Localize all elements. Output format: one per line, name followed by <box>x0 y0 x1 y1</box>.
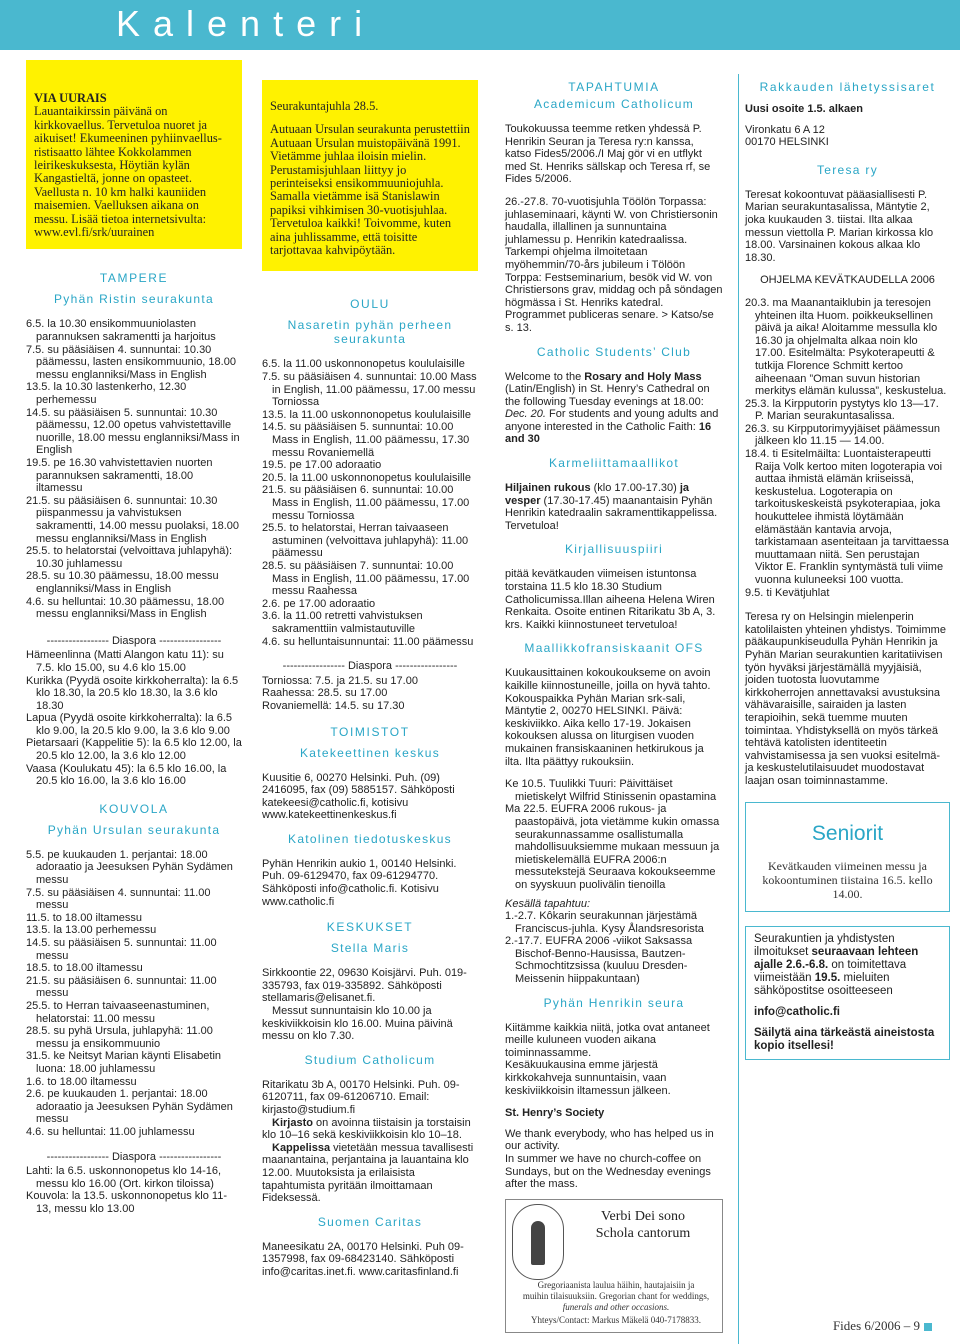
list-item: 1.6. to 18.00 iltamessu <box>26 1075 137 1088</box>
cathstud-text-b: (Latin/English) in St. Henry’s Cathedral on the following Tuesday evenings at 18.00: <box>505 383 710 408</box>
caritas-body: Maneesikatu 2A, 00170 Helsinki. Puh 09-1357998, fax 09-68423140. Sähköposti info@caritas.inet.fi. www.caritasfinland.fi <box>262 1240 464 1278</box>
karmeli-subheading: Karmeliittamaallikot <box>548 456 680 471</box>
list-item: 13.5. la 10.30 lastenkerho, 12.30 perhemessu <box>26 381 187 407</box>
vds-desc-line-1: Gregoriaanista laulua häihin, hautajaisiin ja <box>537 1279 695 1290</box>
teresa-ry-description: Teresa ry on Helsingin mielenperin katolilaisten yhteinen yhdistys. Toimimme pääkaupunkiseudulla Pyhän Henrikin ja Pyhän Marian seurakuntien karitatiivisen työn hyväksi järjestämällä myyjäisiä, joiden tuotosta luovutamme kirkkoherrojen annettavaksi avustuksina vähävaraisille, sairaiden ja lasten terapioihin, sekä tuemme muuten toimintaa. Yhdistyksellä on myös tärkeä tehtävä katolisten identiteetin vahvistamisessa ja sen vuoksi esitelmä- ja keskustelutilaisuudet muodostavat laajan osan toiminnastamme. <box>745 611 946 787</box>
seurakuntajuhla-body: Autuaan Ursulan seurakunta perustettiin Autuaan Ursulan muistopäivänä 1991. Vietämme juhlaa iloisin mielin. Perustamisjuhlaan liittyy jo perinteiseksi ensikommuuniojuhla. Samalla vietämme isä Stanislawin papiksi vihkimisen 30-vuotisjuhlaa. Tervetuloa kaikki! Toivomme, kuten aina juhlissamme, että toisitte tarjottavaa kahvipöytään. <box>270 122 470 258</box>
list-item: 7.5. su pääsiäisen 4. sunnuntai: 11.00 messu <box>26 886 211 912</box>
oulu-events <box>262 358 478 648</box>
notice-text-c: mieluiten sähköpostitse osoitteeseen <box>754 971 893 997</box>
list-item: 2.6. pe kuukauden 1. perjantai: 18.00 adoraatio ja Jeesuksen Pyhän Sydämen messu <box>26 1088 233 1126</box>
list-item: Lapua (Pyydä osoite kirkkoherralta): la 6.5 klo 9.00, la 20.5 klo 9.00, la 3.6 klo 9.00 <box>26 712 233 737</box>
vds-title-line-2: Schola cantorum <box>595 1225 691 1241</box>
ofs-events <box>505 778 723 891</box>
list-item: 7.5. su pääsiäisen 4. sunnuntai: 10.30 päämessu, lasten ensikommuunio, 18.00 messu englanniksi/Mass in English <box>26 343 236 381</box>
teresa-ry-body: Teresat kokoontuvat pääasiallisesti P. Marian seurakuntasalissa, Mäntytie 2, joka kuukauden 3. tiistai. Ilta alkaa messun viettolla P. Marian kirkossa klo 18.00. Varsinainen kokous alkaa klo 18.30. <box>745 188 934 264</box>
column-2 <box>262 80 478 1279</box>
ofs-subheading: Maallikkofransiskaanit OFS <box>524 641 704 656</box>
teresa-ry-subheading: Teresa ry <box>816 162 879 177</box>
diaspora-list-2 <box>26 1165 242 1215</box>
henrikin-seura-body: Kiitämme kaikkia niitä, jotka ovat antaneet meille kuluneen vuoden aikana toiminnassamme. <box>505 1021 710 1059</box>
column-1 <box>26 60 242 1215</box>
vds-desc-line-3: funerals and other occasions. <box>562 1301 670 1312</box>
list-item: 25.3. la Kirpputorin pystytys klo 13—17. P. Marian seurakuntasalissa. <box>745 397 939 423</box>
list-item: 14.5. su pääsiäisen 5. sunnuntai: 10.00 Mass in English, 11.00 päämessu, 17.30 messu Rovaniemellä <box>262 421 470 459</box>
vds-contact: Yhteys/Contact: Markus Mäkelä 040-7178833. <box>531 1314 701 1325</box>
list-item: 4.6. su helluntaisunnuntai: 11.00 päämessu <box>262 635 474 648</box>
tapahtumia-heading: TAPAHTUMIA <box>568 80 660 94</box>
kesalla-label: Kesällä tapahtuu: <box>505 897 591 910</box>
seal-logo-icon <box>512 1204 564 1280</box>
new-address-label: Uusi osoite 1.5. alkaen <box>745 103 863 115</box>
katekeettinen-body: Kuusitie 6, 00270 Helsinki. Puh. (09) 2416095, fax (09) 5885157. Sähköposti katekeesi@catholic.fi, kotisivu www.katekeettinenkeskus.fi <box>262 771 455 822</box>
list-item: 14.5. su pääsiäisen 5. sunnuntai: 10.30 päämessu, 12.00 opetus vahvistettaville nuorille, 18.00 messu englanniksi/Mass in English <box>26 406 240 457</box>
list-item: 28.5. su pääsiäisen 7. sunnuntai: 10.00 Mass in English, 11.00 päämessu, 17.00 messu Raahessa <box>262 559 470 598</box>
verbi-dei-sono-ad <box>505 1199 723 1333</box>
caritas-subheading: Suomen Caritas <box>317 1214 423 1229</box>
list-item: 5.5. pe kuukauden 1. perjantai: 18.00 adoraatio ja Jeesuksen Pyhän Sydämen messu <box>26 848 233 887</box>
list-item: 6.5. la 10.30 ensikommuuniolasten parannuksen sakramentti ja harjoitus <box>26 318 216 344</box>
notice-text-a: Seurakuntien ja yhdistysten ilmoitukset <box>754 932 895 958</box>
list-item: 25.5. to Herran taivaaseenastuminen, helatorstai: 11.00 messu <box>26 999 210 1025</box>
vds-description <box>512 1280 720 1313</box>
list-item: Raahessa: 28.5. su 17.00 <box>262 687 388 700</box>
list-item: 1.-2.7. Kôkarin seurakunnan järjestämä Franciscus-juhla. Kysy Ålandsresorista <box>505 910 704 935</box>
studium-body: Ritarikatu 3b A, 00170 Helsinki. Puh. 09-6120711, fax 09-61206710. Email: kirjasto@studium.fi <box>262 1078 460 1116</box>
cathstud-date: Dec. 20. <box>505 408 546 421</box>
tampere-subheading: Pyhän Ristin seurakunta <box>54 292 214 307</box>
notice-warning: Säilytä aina tärkeästä aineistosta kopio itsellesi! <box>754 1026 935 1052</box>
st-henrys-society-label: St. Henry’s Society <box>505 1107 605 1120</box>
list-item: 2.6. pe 17.00 adoraatio <box>262 597 376 610</box>
list-item: 21.5. su pääsiäisen 6. sunnuntai: 10.00 Mass in English, 11.00 päämessu, 17.00 messu Torniossa <box>262 484 470 522</box>
page-header <box>0 0 960 50</box>
kesalla-events <box>505 910 723 986</box>
list-item: 26.3. su Kirpputorimyyjäiset päämessun jälkeen klo 11.15 — 14.00. <box>745 422 941 448</box>
list-item: Pietarsaari (Kappelitie 5): la 6.5 klo 12.00, la 20.5 klo 12.00, la 3.6 klo 12.00 <box>26 737 242 763</box>
list-item: 21.5. su pääsiäisen 6. sunnuntai: 10.30 piispanmessu ja vahvistuksen sakramentti, 14.00 messu puolaksi, 18.00 messu englanniksi/Mass in English <box>26 494 240 545</box>
list-item: Torniossa: 7.5. ja 21.5. su 17.00 <box>262 674 418 687</box>
studium-library <box>262 1117 478 1142</box>
list-item: 13.5. la 11.00 uskonnonopetus koululaisille <box>262 408 471 421</box>
academicum-subheading: Academicum Catholicum <box>533 97 694 111</box>
list-item: 28.5. su pyhä Ursula, juhlapyhä: 11.00 messu ja ensikommuunio <box>26 1025 213 1050</box>
st-henrys-body-2: In summer we have no church-coffee on Sundays, but on the Wednesday evenings after the mass. <box>505 1153 711 1191</box>
diaspora-divider: ----------------- Diaspora ----------------- <box>46 634 222 647</box>
list-item: Ma 22.5. EUFRA 2006 rukous- ja paastopäivä, jota vietämme kukin omassa seurakunnassamme osallistumalla mahdollisuuksiemme mukaan messuun ja mietiskelemällä EUFRA 2006:n messutekstejä Seuraava kokoukseemme on syyskuun puolivälin tienoilla <box>505 803 720 891</box>
henrikin-seura-subheading: Pyhän Henrikin seura <box>543 995 685 1010</box>
diaspora-list-3 <box>262 675 478 713</box>
studium-subheading: Studium Catholicum <box>304 1052 436 1067</box>
column-4 <box>745 80 950 1060</box>
vds-desc-line-2: muihin tilaisuuksiin. Gregorian chant for weddings, <box>522 1290 710 1301</box>
seniorit-body: Kevätkauden viimeinen messu ja kokoontuminen tiistaina 16.5. kello 14.00. <box>762 858 933 901</box>
studium-chapel-label: Kappelissa <box>272 1141 331 1154</box>
list-item: 6.5. la 11.00 uskonnonopetus koululaisille <box>262 358 465 371</box>
diaspora-list <box>26 649 242 788</box>
seurakuntajuhla-box <box>262 80 478 271</box>
list-item: 2.-17.7. EUFRA 2006 -viikot Saksassa Bischof-Benno-Hausissa, Bautzen-Schmochtitzsissa (kuuluu Dresden-Meissenin hiippakuntaan) <box>505 935 693 986</box>
studium-library-label: Kirjasto <box>272 1116 313 1129</box>
teresa-events <box>745 297 950 599</box>
page-footer <box>833 1320 932 1333</box>
list-item: 7.5. su pääsiäisen 4. sunnuntai: 10.00 Mass in English, 11.00 päämessu, 17.00 messu Torniossa <box>262 371 477 409</box>
studium-library-text: on avoinna tiistaisin ja torstaisin klo 10–16 sekä keskiviikkoisin klo 10–18. <box>262 1116 471 1142</box>
diaspora-divider-2: ----------------- Diaspora ----------------- <box>46 1150 222 1163</box>
address-line-1: Vironkatu 6 A 12 <box>745 123 825 136</box>
notice-bold-1: seuraavaan lehteen ajalle 2.6.-6.8. <box>754 945 919 971</box>
ohjelma-heading: OHJELMA KEVÄTKAUDELLA 2006 <box>760 274 935 287</box>
list-item: 11.5. to 18.00 iltamessu <box>26 911 142 924</box>
tiedotus-subheading: Katolinen tiedotuskeskus <box>288 831 452 846</box>
list-item: 9.5. ti Kevätjuhlat <box>745 586 830 599</box>
keskukset-heading: KESKUKSET <box>326 920 414 935</box>
saint-figure-icon <box>531 1221 545 1265</box>
seniorit-title: Seniorit <box>811 821 884 845</box>
tampere-events <box>26 318 242 620</box>
katekeettinen-subheading: Katekeettinen keskus <box>299 745 441 760</box>
tampere-heading: TAMPERE <box>99 271 169 286</box>
notice-text <box>754 933 941 998</box>
catholic-students-subheading: Catholic Students’ Club <box>536 344 692 359</box>
list-item: Hämeenlinna (Matti Alangon katu 11): su 7.5. klo 15.00, su 4.6 klo 15.00 <box>26 649 224 674</box>
stella-maris-subheading: Stella Maris <box>330 941 410 956</box>
list-item: Kouvola: la 13.5. uskonnonopetus klo 11-13, messu klo 13.00 <box>26 1190 227 1215</box>
list-item: 14.5. su pääsiäisen 5. sunnuntai: 11.00 messu <box>26 937 217 962</box>
list-item: 13.5. la 13.00 perhemessu <box>26 924 157 937</box>
toimistot-heading: TOIMISTOT <box>330 724 410 739</box>
karmeli-text-a: (klo 17.00-17.30) <box>590 482 680 495</box>
list-item: Vaasa (Koulukatu 45): la 6.5 klo 16.00, la 20.5 klo 16.00, la 3.6 klo 16.00 <box>26 762 227 788</box>
list-item: 3.6. la 11.00 retretti vahvistuksen sakramenttiin valmistautuville <box>262 610 423 635</box>
list-item: 18.4. ti Esitelmäilta: Luontaisterapeutti Raija Volk kertoo miten logoterapia voi auttaa ihmistä elämän kriiseissä, keskustelua. Logoterapia on tarkoituskeskeistä psykoterapiaa, joka houkuttelee ihmistä löytämään elämästään kantavia arvoja, tarkistamaan asenteitaan ja tarvittaessa muuttamaan niitä. Sen perustajan Viktor E. Franklin syntymästä tuli viime vuonna kuluneeksi 100 vuotta. <box>745 448 949 586</box>
karmeli-text-b: (17.30-17.45) maanantaisin Pyhän Henrikin katedraalin sakramenttikappelissa. Tervetuloa! <box>505 494 718 532</box>
via-uurais-body: Lauantaikirssin päivänä on kirkkovaellus. Tervetuloa nuoret ja aikuiset! Ekumeeninen pyhiinvaellus-ristisaatto lähtee Kokkolammen leirikeskuksesta, Höytiän kylän Kangastieltä, jonne on opasteet. Vaellusta n. 10 km halki kauniiden maisemien. Vaelluksen aikana on messu. Lisää tietoa internetsivulta: www.evl.fi/srk/uurainen <box>34 104 222 240</box>
list-item: 21.5. su pääsiäisen 6. sunnuntai: 11.00 messu <box>26 974 217 1000</box>
via-uurais-title: VIA UURAIS <box>34 91 107 105</box>
rakkauden-heading: Rakkauden lähetyssisaret <box>759 80 936 94</box>
submission-notice <box>745 926 950 1060</box>
studium-chapel-text: vietetään messua tavallisesti maanantaina, perjantaina ja lauantaina klo 12.00. Muutoksista ja erilaisista tapahtumista pyritään ilmoittamaan Fideksessä. <box>262 1141 474 1205</box>
address-line-2: 00170 HELSINKI <box>745 136 829 149</box>
karmeli-bold-2: ja vesper <box>505 482 690 507</box>
cathstud-bold-2: 16 and 30 <box>505 420 712 446</box>
stella-maris-masses: Messut sunnuntaisin klo 10.00 ja keskiviikkoisin klo 16.00. Muina päivinä messu on klo 7.30. <box>262 1005 453 1043</box>
st-henrys-body: We thank everybody, who has helped us in our activity. <box>505 1127 714 1153</box>
notice-bold-2: 19.5. <box>814 971 841 984</box>
column-3 <box>505 80 723 1333</box>
ofs-body: Kuukausittainen kokoukoukseme on avoin kaikille kiinnostuneille, joilla on hyvä tahto. Kokouspaikka Pyhän Marian srk-sali, Mäntytie 2, 00270 HELSINKI. Päivä: keskiviikko. Aika kello 17-19. Jokaisen kokouksen alussa on liturgisen vuoden mukainen fransiskaaninen hetkirukous ja iltа. Ilta päättyy rukouksiin. <box>505 667 711 768</box>
henrikin-seura-body-2: Kesäkuukausina emme järjestä kirkkokahveja sunnuntaisin, vaan keskiviikkoisin iltamessun jälkeen. <box>505 1059 671 1097</box>
list-item: 20.5. la 11.00 uskonnonopetus koululaisille <box>262 471 471 484</box>
list-item: 19.5. pe 17.00 adoraatio <box>262 459 382 472</box>
seniorit-box <box>745 802 950 912</box>
list-item: 20.3. ma Maanantaiklubin ja teresojen yhteinen ilta Huom. poikkeuksellinen päivä ja aika! Aloitamme messulla klo 16.30 ja ohjelmalta alkaa noin klo 17.00. Esitelmälta: Psykoterapeutti & tutkija Florence Schmitt kertoo aiheenaan ”Oman suvun historian merkitys elämän kulussa”, keskustelua. <box>745 296 947 398</box>
seurakuntajuhla-title: Seurakuntajuhla 28.5. <box>270 99 379 113</box>
oulu-subheading: Nasaretin pyhän perheen seurakunta <box>287 318 453 347</box>
list-item: 25.5. to helatorstai (velvoittava juhlapyhä): 10.30 juhlamessu <box>26 545 233 570</box>
kouvola-events <box>26 849 242 1139</box>
list-item: Ke 10.5. Tuulikki Tuuri: Päivittäiset mietiskelyt Wilfrid Stinissenin opastamina <box>505 778 717 803</box>
studium-chapel <box>262 1142 478 1205</box>
catholic-students-body <box>505 371 723 447</box>
list-item: Lahti: la 6.5. uskonnonopetus klo 14-16, messu klo 16.00 (Ort. kirkon tiloissa) <box>26 1165 222 1190</box>
column-divider <box>738 74 739 1344</box>
list-item: 18.5. to 18.00 iltamessu <box>26 962 143 975</box>
list-item: 31.5. ke Neitsyt Marian käynti Elisabetin luona: 18.00 juhlamessu <box>26 1050 222 1075</box>
list-item: 4.6. su helluntai: 11.00 juhlamessu <box>26 1125 195 1138</box>
cathstud-text-c: For students and young adults and anyone interested in the Catholic Faith: <box>505 408 719 433</box>
list-item: Kurikka (Pyydä osoite kirkkoherralta): la 6.5 klo 18.30, la 20.5 klo 18.30, la 3.6 klo 18.30 <box>26 674 239 712</box>
cathstud-text-a: Welcome to the <box>505 370 585 383</box>
karmeli-body <box>505 482 723 532</box>
notice-email[interactable]: info@catholic.fi <box>754 1005 840 1018</box>
kirjallisuuspiiri-subheading: Kirjallisuuspiiri <box>564 542 664 557</box>
tiedotus-body: Pyhän Henrikin aukio 1, 00140 Helsinki. Puh. 09-6129470, fax 09-61294770. Sähköposti info@catholic.fi. Kotisivu www.catholic.fi <box>262 857 457 908</box>
square-icon <box>924 1323 932 1331</box>
academicum-jubilee: 26.-27.8. 70-vuotisjuhla Töölön Torpassa: juhlaseminaari, käynti W. von Christiersonin haudalla, illallinen ja sunnuntaina juhlamessu p. Henrikin katedraalissa. Tarkempi ohjelma ilmoitetaan myöhemmin/70-års jubileum i Tölöön Torppa: Festseminarium, besök vid W. von Christiersons grav, middag och på söndagen högmässa i St. Henriks katedral. Programmet publiceras senare. > Katso/se s. 13. <box>505 195 723 334</box>
vds-title <box>568 1208 718 1242</box>
oulu-heading: OULU <box>350 297 390 312</box>
via-uurais-box <box>26 60 242 249</box>
vds-title-line-1: Verbi Dei sono <box>601 1208 685 1224</box>
list-item: 4.6. su helluntai: 10.30 päämessu, 18.00 messu englanniksi/Mass in English <box>26 595 225 621</box>
kirjallisuuspiiri-body: pitää kevätkauden viimeisen istuntonsa torstaina 11.5 klo 18.30 Studium Catholicumissa.Illan aiheena Helena Wiren Renkaita. Osoite entinen Ritarikatu 3b A, 3. krs. Kaikki kiinnostuneet tervetuloa! <box>505 568 716 631</box>
stella-maris-body: Sirkkoontie 22, 09630 Koisjärvi. Puh. 019-335793, fax 019-335892. Sähköposti stellamaris@elisanet.fi. <box>262 967 467 1005</box>
kouvola-subheading: Pyhän Ursulan seurakunta <box>47 822 221 837</box>
cathstud-bold-1: Rosary and Holy Mass <box>584 370 702 383</box>
diaspora-divider-3: ----------------- Diaspora ----------------- <box>282 660 458 673</box>
list-item: 28.5. su 10.30 päämessu, 18.00 messu englanniksi/Mass in English <box>26 570 219 595</box>
kouvola-heading: KOUVOLA <box>99 801 169 816</box>
academicum-body: Toukokuussa teemme retken yhdessä P. Henrikin Seuran ja Teresa ry:n kanssa, katso Fides5/2006./I Maj gör vi en utflykt med St. Henriks sällskap och Teresa rf, se Fides 5/2006. <box>505 123 711 186</box>
karmeli-bold-1: Hiljainen rukous <box>505 482 591 495</box>
list-item: Rovaniemellä: 14.5. su 17.30 <box>262 699 405 712</box>
list-item: 25.5. to helatorstai, Herran taivaaseen astuminen (velvoittava juhlapyhä): 11.00 päämessu <box>262 522 469 560</box>
list-item: 19.5. pe 16.30 vahvistettavien nuorten parannuksen sakramentti, 18.00 iltamessu <box>26 457 213 495</box>
page-number: Fides 6/2006 – 9 <box>832 1318 920 1334</box>
page-title: Kalenteri <box>116 3 376 44</box>
notice-text-b: on toimitettava viimeistään <box>754 958 907 984</box>
